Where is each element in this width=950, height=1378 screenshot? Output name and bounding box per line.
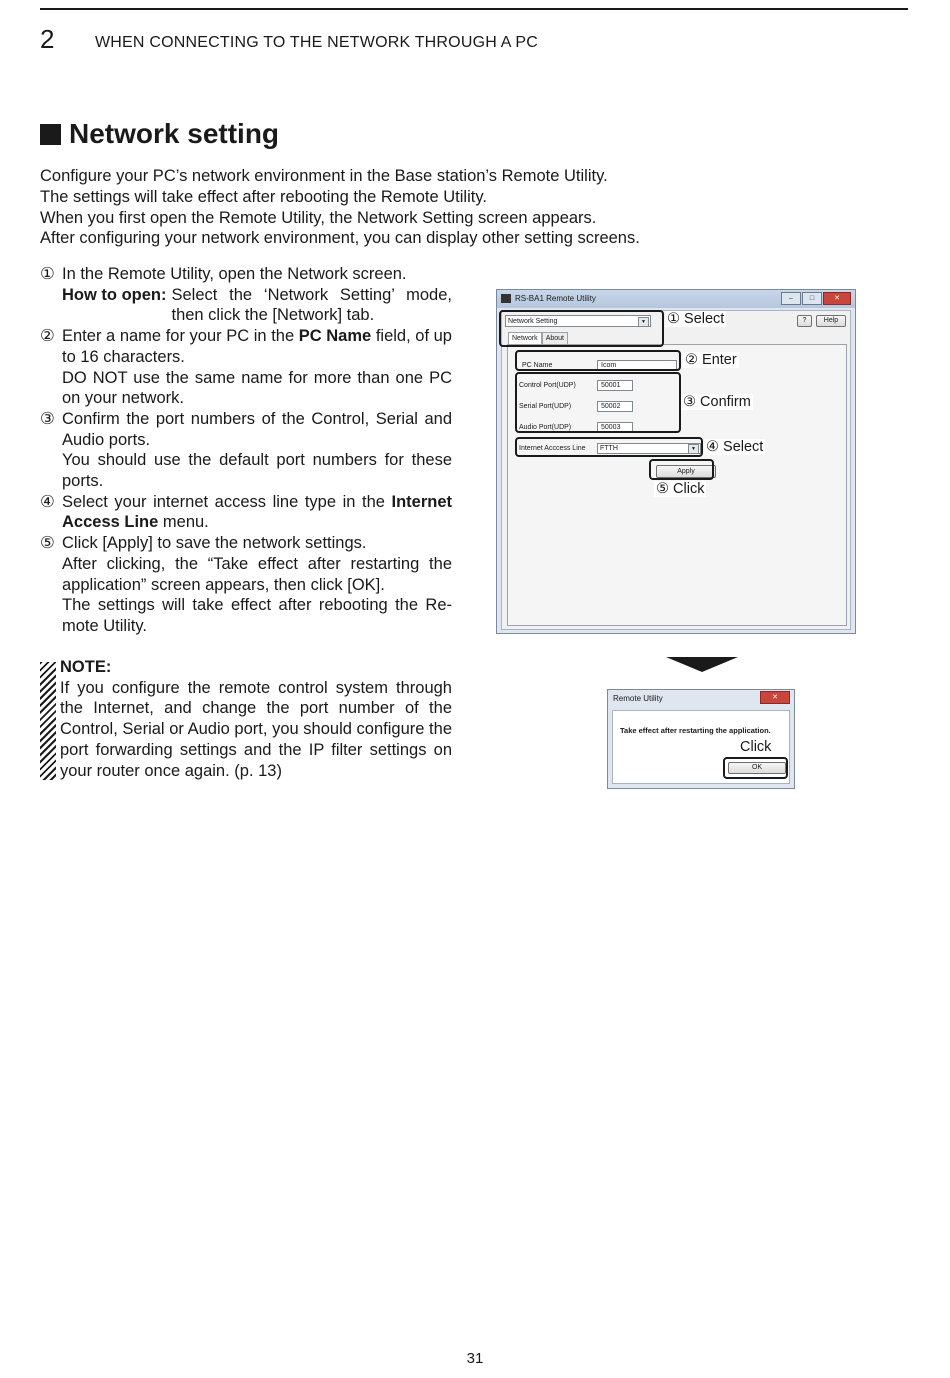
tab-network[interactable]: Network xyxy=(508,332,542,344)
step-4 xyxy=(40,492,452,533)
callout-enter-pc-name: ② Enter xyxy=(685,352,737,368)
step-3 xyxy=(40,409,452,492)
audio-port-field[interactable]: 50003 xyxy=(597,422,633,433)
callout-click-apply: ⑤ Click xyxy=(656,481,705,497)
tab-about[interactable]: About xyxy=(542,332,568,344)
step-extra: The settings will take effect after rebooting the Re-mote Utility. xyxy=(62,596,452,635)
ok-button[interactable]: OK xyxy=(728,762,786,774)
step-text xyxy=(62,326,452,367)
step-extra: DO NOT use the same name for more than one PC on your network. xyxy=(62,368,452,408)
chapter-title: WHEN CONNECTING TO THE NETWORK THROUGH A PC xyxy=(95,34,539,51)
chevron-down-icon: ▼ xyxy=(688,444,699,454)
callout-box-ports xyxy=(515,372,681,433)
control-port-label: Control Port(UDP) xyxy=(519,382,576,389)
help-button[interactable]: Help xyxy=(816,315,846,327)
serial-port-field[interactable]: 50002 xyxy=(597,401,633,412)
internet-access-line-value: FTTH xyxy=(600,445,618,452)
step-number: ⑤ xyxy=(40,534,55,553)
pc-name-field[interactable]: Icom xyxy=(597,360,677,371)
apply-button[interactable]: Apply xyxy=(656,465,716,478)
close-icon[interactable]: ✕ xyxy=(823,292,851,305)
callout-box-apply xyxy=(649,459,714,480)
step-text-part: menu. xyxy=(158,513,209,532)
chevron-down-icon: ▼ xyxy=(638,317,649,327)
step-number: ④ xyxy=(40,492,55,511)
minimize-icon[interactable]: – xyxy=(781,292,801,305)
intro-line: After configuring your network environment, you can display other setting screens. xyxy=(40,229,640,248)
window-controls xyxy=(781,292,851,305)
app-icon xyxy=(501,294,511,303)
window-title-bar xyxy=(497,290,855,308)
step-extra: You should use the default port numbers for these ports. xyxy=(62,451,452,491)
step-text: Click [Apply] to save the network settings. xyxy=(62,534,367,553)
step-number: ③ xyxy=(40,409,55,428)
serial-port-label: Serial Port(UDP) xyxy=(519,403,572,410)
dialog-title: Remote Utility xyxy=(613,694,663,703)
intro-line: Configure your PC’s network environment in the Base station’s Remote Utility. xyxy=(40,167,608,185)
how-to-open xyxy=(62,285,452,326)
callout-select-line: ④ Select xyxy=(706,439,764,455)
close-icon[interactable]: ✕ xyxy=(760,691,790,704)
callout-box-mode xyxy=(499,310,664,347)
section-title-text: Network setting xyxy=(69,118,280,149)
control-port-field[interactable]: 50001 xyxy=(597,380,633,391)
callout-confirm-ports: ③ Confirm xyxy=(683,394,751,410)
intro-line: When you first open the Remote Utility, the Network Setting screen appears. xyxy=(40,208,597,227)
step-text: Confirm the port numbers of the Control, Serial and Audio ports. xyxy=(62,409,452,449)
step-text: In the Remote Utility, open the Network screen. xyxy=(62,265,407,283)
chapter-number: 2 xyxy=(40,24,55,54)
how-to-open-label: How to open: xyxy=(62,285,167,304)
step-text xyxy=(62,492,452,533)
steps-list xyxy=(40,264,452,637)
callout-select-mode: ① Select xyxy=(667,311,725,327)
arrow-down-icon xyxy=(666,657,738,672)
pc-name-label: PC Name xyxy=(522,362,553,369)
step-number: ② xyxy=(40,327,55,346)
step-5 xyxy=(40,533,452,637)
internet-access-line-term: Internet Access Line xyxy=(62,492,452,532)
internet-access-line-label: Internet Acccess Line xyxy=(519,445,586,452)
callout-box-ok xyxy=(723,757,788,779)
mode-select-value: Network Setting xyxy=(508,318,558,325)
intro-line: The settings will take effect after rebooting the Remote Utility. xyxy=(40,187,487,206)
step-text-part: field, of up to 16 characters. xyxy=(62,327,452,366)
dialog-title-bar xyxy=(608,690,794,708)
window-title: RS-BA1 Remote Utility xyxy=(515,294,596,303)
pc-name-term: PC Name xyxy=(298,327,372,346)
note-heading: NOTE: xyxy=(60,658,112,676)
callout-box-access-line xyxy=(515,437,703,457)
step-1 xyxy=(40,264,452,326)
note-hatch-icon xyxy=(40,662,56,780)
note-text: If you configure the remote control system through the Internet, and change the port number of the Control, Serial or Audio port, you should configure the port forwarding settings and the IP filter settings on your router once again. (p. 13) xyxy=(60,678,452,780)
section-title xyxy=(40,117,279,151)
maximize-icon[interactable]: □ xyxy=(802,292,822,305)
step-2 xyxy=(40,326,452,409)
question-button[interactable]: ? xyxy=(797,315,812,327)
audio-port-label: Audio Port(UDP) xyxy=(519,424,572,431)
step-text-part: Enter a name for your PC in the xyxy=(62,327,299,346)
step-text-part: Select your internet access line type in the xyxy=(62,492,392,511)
section-square-icon xyxy=(40,124,61,145)
intro-paragraph xyxy=(40,166,740,249)
callout-box-pc-name xyxy=(515,350,681,371)
callout-click-ok: Click xyxy=(740,739,772,755)
how-to-open-text: Select the ‘Network Setting’ mode, then click the [Network] tab. xyxy=(171,285,452,325)
step-number: ① xyxy=(40,265,55,283)
dialog-message: Take effect after restarting the application. xyxy=(620,726,771,735)
note-block xyxy=(60,657,452,781)
page-number: 31 xyxy=(466,1350,484,1367)
step-extra: After clicking, the “Take effect after restarting the application” screen appears, then click [OK]. xyxy=(62,554,452,594)
header-rule xyxy=(40,8,908,10)
